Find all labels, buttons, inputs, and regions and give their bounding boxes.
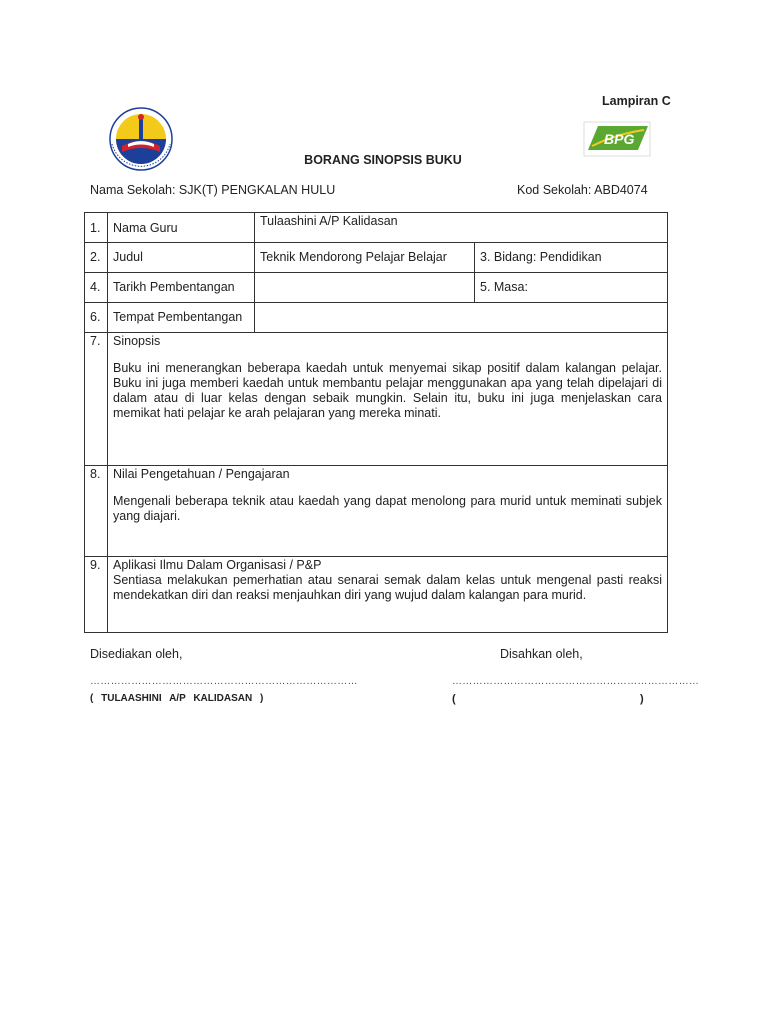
approved-by-label: Disahkan oleh, (500, 647, 583, 661)
row-number: 4. (85, 273, 108, 303)
row-nilai (85, 466, 668, 557)
row-label: Judul (108, 243, 255, 273)
row-label: Tarikh Pembentangan (108, 273, 255, 303)
school-code: Kod Sekolah: ABD4074 (517, 183, 648, 197)
form-title: BORANG SINOPSIS BUKU (304, 153, 462, 167)
row-tempat (85, 303, 668, 333)
row-judul (85, 243, 668, 273)
row-nama-guru (85, 213, 668, 243)
row-label: Sinopsis (113, 334, 161, 348)
row-number: 6. (85, 303, 108, 333)
approved-signature-line: ……………………………………………………………… (452, 676, 700, 687)
teacher-name-value: Tulaashini A/P Kalidasan (255, 213, 668, 243)
row-aplikasi (85, 557, 668, 633)
row-number: 9. (85, 557, 108, 633)
approved-name-close-paren: ) (640, 693, 644, 705)
lampiran-label: Lampiran C (602, 94, 671, 108)
synopsis-form-table (84, 212, 668, 633)
prepared-signature-line: …………………………………………………………………… (90, 676, 358, 687)
approved-name-open-paren: ( (452, 693, 456, 705)
row-sinopsis (85, 333, 668, 466)
nilai-cell (108, 466, 668, 557)
book-title-value: Teknik Mendorong Pelajar Belajar (255, 243, 475, 273)
school-name: Nama Sekolah: SJK(T) PENGKALAN HULU (90, 183, 336, 197)
masa-value: 5. Masa: (475, 273, 668, 303)
row-number: 2. (85, 243, 108, 273)
row-label: Nilai Pengetahuan / Pengajaran (113, 467, 290, 481)
sinopsis-cell (108, 333, 668, 466)
aplikasi-cell (108, 557, 668, 633)
row-number: 7. (85, 333, 108, 466)
svg-text:BPG: BPG (604, 131, 635, 147)
row-number: 8. (85, 466, 108, 557)
prepared-by-name: ( TULAASHINI A/P KALIDASAN ) (90, 693, 264, 704)
row-label: Aplikasi Ilmu Dalam Organisasi / P&P (113, 558, 322, 572)
venue-value (255, 303, 668, 333)
row-number: 1. (85, 213, 108, 243)
aplikasi-text: Sentiasa melakukan pemerhatian atau senarai semak dalam kelas untuk mengenal pasti reaksi mendekatkan diri dan reaksi menjauhkan diri yang wujud dalam kalangan para murid. (113, 573, 662, 602)
row-label: Tempat Pembentangan (108, 303, 255, 333)
sinopsis-text: Buku ini menerangkan beberapa kaedah untuk menyemai sikap positif dalam kalangan pelajar. Buku ini juga memberi kaedah untuk membantu pelajar menggunakan apa yang telah dipelajari di dalam atau di luar kelas dengan sebaik mungkin. Selain itu, buku ini juga menjelaskan cara memikat hati pelajar ke arah pelajaran yang mereka minati. (113, 361, 662, 420)
date-value (255, 273, 475, 303)
prepared-by-label: Disediakan oleh, (90, 647, 183, 661)
row-tarikh (85, 273, 668, 303)
nilai-text: Mengenali beberapa teknik atau kaedah yang dapat menolong para murid untuk meminati subjek yang diajari. (113, 494, 662, 523)
row-label: Nama Guru (108, 213, 255, 243)
bidang-value: 3. Bidang: Pendidikan (475, 243, 668, 273)
